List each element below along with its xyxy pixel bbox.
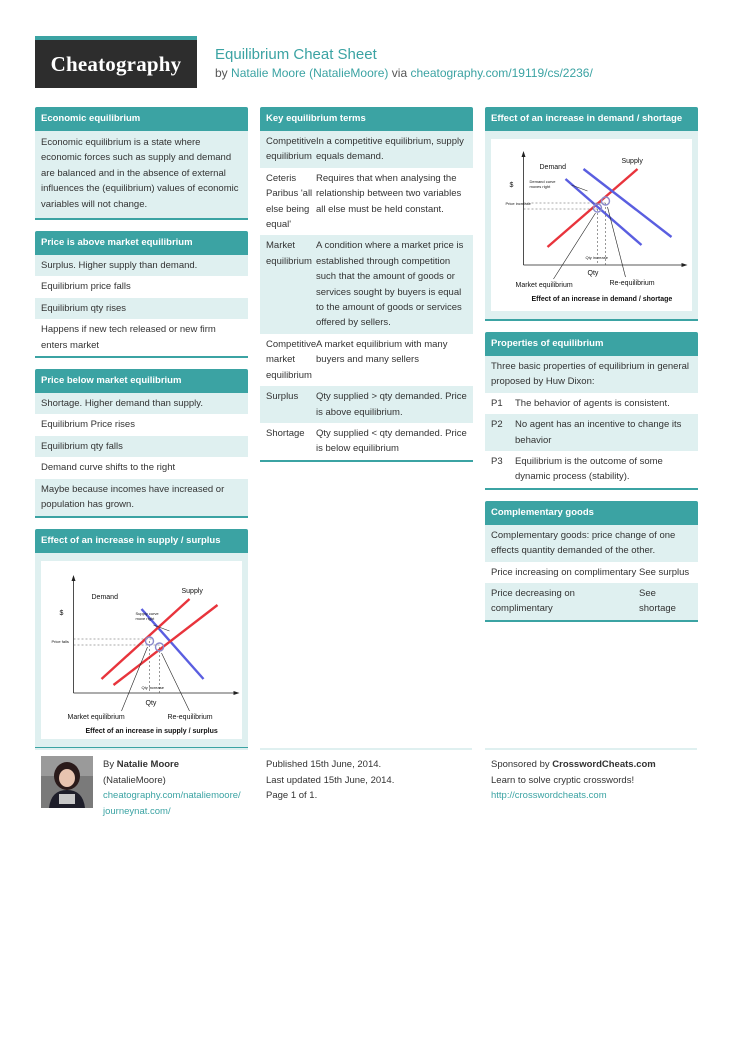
re-eq-pointer — [608, 207, 626, 277]
section-intro: Three basic properties of equilibrium in general proposed by Huw Dixon: — [485, 356, 698, 393]
table-row — [260, 131, 473, 168]
table-row — [485, 562, 698, 583]
section-title: Price below market equilibrium — [35, 369, 248, 393]
section-key-terms — [260, 107, 473, 462]
prop-value: The behavior of agents is consistent. — [515, 397, 670, 409]
graph-caption: Effect of an increase in supply / surplus — [85, 727, 218, 735]
graph-wrapper — [35, 553, 248, 747]
section-text: Economic equilibrium is a state where economic forces such as supply and demand are balanced and in the absence of external influences the (equilibrium) values of economic variables will not change. — [35, 131, 248, 218]
graph-wrapper — [485, 131, 698, 319]
author-site-link[interactable]: journeynat.com/ — [103, 805, 171, 817]
footer-divider — [485, 748, 697, 750]
sheet-footer — [35, 748, 697, 818]
re-eq-label: Re-equilibrium — [609, 280, 655, 287]
shift-note-1: Supply curve — [135, 610, 159, 616]
list-item: Equilibrium Price rises — [35, 414, 248, 435]
x-axis-arrow — [682, 263, 688, 267]
comp-key: Price increasing on complimentary — [491, 566, 637, 578]
section-demand-increase — [485, 107, 698, 321]
byline-by: by — [215, 66, 228, 80]
supply-shift-graph — [41, 561, 242, 739]
qty-label: Qty — [587, 270, 599, 277]
comp-key: Price decreasing on complimentary — [491, 588, 575, 615]
term-key: Shortage — [266, 427, 305, 439]
section-title: Complementary goods — [485, 501, 698, 525]
demand-label: Demand — [91, 593, 118, 601]
y-axis-arrow — [522, 151, 526, 157]
list-item: Surplus. Higher supply than demand. — [35, 255, 248, 276]
updated-date: Last updated 15th June, 2014. — [266, 774, 395, 786]
sheet-header — [35, 36, 697, 88]
section-intro: Complementary goods: price change of one effects quantity demanded of the other. — [485, 525, 698, 562]
table-row — [260, 334, 473, 386]
shift-note-1: Demand curve — [529, 179, 556, 184]
market-eq-label: Market equilibrium — [515, 282, 573, 289]
cheatography-logo[interactable]: Cheatography — [35, 36, 197, 88]
term-key: Market equilibrium — [266, 240, 312, 267]
table-row — [260, 386, 473, 423]
sheet-url-link[interactable]: cheatography.com/19119/cs/2236/ — [410, 66, 593, 80]
table-row — [485, 583, 698, 620]
section-title: Economic equilibrium — [35, 107, 248, 131]
shift-note-2: move right — [135, 615, 155, 621]
section-title: Effect of an increase in demand / shortage — [485, 107, 698, 131]
table-row — [485, 393, 698, 414]
author-profile-link[interactable]: cheatography.com/nataliemoore/ — [103, 790, 241, 801]
sponsor-name: CrosswordCheats.com — [552, 759, 656, 770]
dollar-label: $ — [59, 609, 64, 617]
list-item: Maybe because incomes have increased or population has grown. — [35, 479, 248, 516]
dollar-label: $ — [509, 182, 514, 189]
list-item: Shortage. Higher demand than supply. — [35, 393, 248, 414]
footer-divider — [35, 748, 248, 750]
demand-label: Demand — [539, 164, 566, 171]
qty-increase-label: Qty increase — [585, 255, 608, 260]
list-item: Demand curve shifts to the right — [35, 457, 248, 478]
column-1 — [35, 107, 248, 760]
avatar-portrait-icon — [41, 756, 93, 808]
page-count: Page 1 of 1. — [266, 790, 318, 801]
demand-line-original — [566, 179, 642, 245]
list-item: Happens if new tech released or new firm enters market — [35, 319, 248, 356]
prop-key: P1 — [491, 397, 503, 409]
x-axis-arrow — [234, 691, 240, 695]
avatar[interactable] — [41, 756, 93, 808]
prop-key: P2 — [491, 419, 503, 431]
section-title: Price is above market equilibrium — [35, 231, 248, 255]
term-value: Qty supplied < qty demanded. Price is below equilibrium — [316, 427, 467, 455]
comp-value: See shortage — [639, 588, 676, 615]
re-eq-pointer — [162, 653, 190, 711]
term-value: A market equilibrium with many buyers and many sellers — [316, 338, 448, 366]
supply-label: Supply — [621, 158, 643, 165]
prop-value: Equilibrium is the outcome of some dynamic process (stability). — [515, 456, 663, 483]
market-eq-label: Market equilibrium — [67, 713, 125, 721]
column-2 — [260, 107, 473, 473]
list-item: Equilibrium qty rises — [35, 298, 248, 319]
section-price-below — [35, 369, 248, 517]
footer-publication — [266, 757, 394, 804]
comp-value: See surplus — [639, 566, 690, 578]
demand-shift-graph — [491, 139, 692, 311]
term-key: Ceteris Paribus 'all else being equal' — [266, 172, 313, 231]
supply-line-shifted — [114, 605, 218, 685]
graph-caption: Effect of an increase in demand / shortage — [531, 296, 673, 303]
section-title: Effect of an increase in supply / surplus — [35, 529, 248, 553]
term-value: Qty supplied > qty demanded. Price is above equilibrium. — [316, 391, 467, 418]
section-complementary — [485, 501, 698, 622]
prop-value: No agent has an incentive to change its behavior — [515, 419, 682, 446]
term-key: Surplus — [266, 391, 299, 403]
sponsor-link[interactable]: http://crosswordcheats.com — [491, 790, 607, 801]
term-value: A condition where a market price is established through competition such that the amount of goods or services sought by buyers is equal to the amount of goods or services offered by sellers. — [316, 240, 464, 329]
author-link[interactable]: Natalie Moore (NatalieMoore) — [231, 66, 389, 80]
qty-label: Qty — [145, 699, 157, 707]
term-value: Requires that when analysing the relationship between two variables all else must be held constant. — [316, 172, 462, 215]
published-date: Published 15th June, 2014. — [266, 759, 382, 770]
byline-via: via — [391, 66, 408, 80]
footer-author — [103, 757, 241, 819]
author-name: Natalie Moore — [116, 759, 180, 770]
section-supply-increase — [35, 529, 248, 749]
section-title: Properties of equilibrium — [485, 332, 698, 356]
page-title: Equilibrium Cheat Sheet — [215, 46, 377, 63]
shift-note-2: moves right — [529, 184, 551, 189]
table-row — [260, 423, 473, 460]
section-economic-equilibrium — [35, 107, 248, 220]
term-key: Competitive market equilibrium — [266, 338, 317, 381]
section-properties — [485, 332, 698, 490]
column-3 — [485, 107, 698, 633]
qty-increase-label: Qty increase — [141, 684, 164, 690]
footer-divider — [260, 748, 472, 750]
table-row — [260, 235, 473, 333]
table-row — [485, 414, 698, 451]
byline — [215, 66, 593, 80]
footer-by: By — [103, 759, 115, 770]
list-item: Equilibrium qty falls — [35, 436, 248, 457]
term-value: In a competitive equilibrium, supply equals demand. — [316, 136, 464, 163]
table-row — [485, 451, 698, 488]
section-title: Key equilibrium terms — [260, 107, 473, 131]
supply-line — [548, 169, 638, 247]
footer-sponsor — [491, 757, 656, 804]
section-price-above — [35, 231, 248, 358]
prop-key: P3 — [491, 456, 503, 468]
term-key: Competitive equilibrium — [266, 136, 317, 163]
sponsor-tagline: Learn to solve cryptic crosswords! — [491, 774, 635, 786]
table-row — [260, 168, 473, 236]
author-handle: (NatalieMoore) — [103, 774, 166, 786]
price-falls-label: Price falls — [51, 638, 69, 644]
sponsored-by: Sponsored by — [491, 759, 550, 770]
y-axis-arrow — [72, 575, 76, 581]
supply-label: Supply — [181, 587, 203, 595]
re-eq-label: Re-equilibrium — [167, 713, 213, 721]
price-increase-label: Price increase — [505, 201, 531, 206]
list-item: Equilibrium price falls — [35, 276, 248, 297]
